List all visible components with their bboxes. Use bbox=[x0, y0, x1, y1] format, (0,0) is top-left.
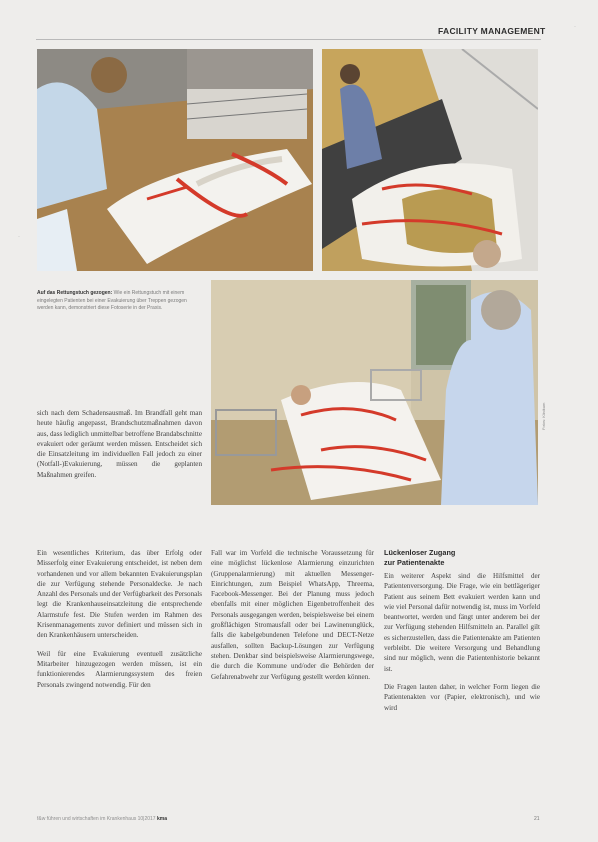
subheading-line-2: zur Patientenakte bbox=[384, 558, 445, 567]
column-1-upper bbox=[37, 408, 202, 488]
caption-lead: Auf das Rettungstuch gezogen: bbox=[37, 290, 113, 296]
column-3 bbox=[384, 548, 540, 721]
photo-patient-room bbox=[211, 280, 538, 505]
margin-mark: · bbox=[574, 24, 576, 30]
paragraph: Fall war im Vorfeld die technische Voraussetzung für eine möglichst lückenlose Alarmierung einzurichten (Gruppenalarmierung) mit aktuellen Messenger-Einrichtungen, zum Beispiel WhatsApp, Threema, Facebook-Messenger. Bei der Planung muss jedoch ebenfalls mit einer möglichen Eigenbetroffenheit des Personals ausgegangen werden, beispielsweise bei einem großflächigen Stromausfall oder bei Lawinenunglück, falls die kabelgebundenen Telefone und DECT-Netze ausfallen, sollten Backup-Lösungen zur Verfügung stehen. Denkbar sind beispielsweise Alarmierungswege, die durch die Kommune und/oder die Behörden der Gefahrenabwehr zur Verfügung gestellt werden können. bbox=[211, 549, 374, 681]
page-number: 21 bbox=[534, 816, 540, 822]
column-2 bbox=[211, 548, 374, 690]
caption-text: Wie ein Rettungstuch mit einem eingelegten Patienten bei einer Evakuierung über Treppen gezogen werden kann, demonstriert diese Fotoserie in der Praxis. bbox=[37, 290, 187, 312]
photo-credit: Fotos: Klinikum bbox=[541, 402, 546, 430]
footer-text: f&w führen und wirtschaften im Krankenhaus 10|2017 bbox=[37, 816, 156, 822]
photo-stairwell bbox=[322, 49, 538, 271]
photo-caption bbox=[37, 290, 202, 313]
paragraph: Ein wesentliches Kriterium, das über Erfolg oder Misserfolg einer Evakuierung entscheidet, ist neben dem vorhandenen und vor allem bekannten Evakuierungsplan die zur Verfügung stehende Personaldecke. Je nach Anzahl des Personals und der Verfügbarkeit des Personals legt die Krankenhauseinsatzleitung die entsprechende Alarmstufe fest. Die Stufen werden im Rahmen des Krisenmanagements zuvor definiert und müssen sich in den Krankenhäusern unterscheiden. bbox=[37, 549, 202, 640]
footer-brand: kma bbox=[156, 816, 167, 822]
paragraph: Die Fragen lauten daher, in welcher Form liegen die Patientenakten vor (Papier, elektronisch), und wie wird bbox=[384, 682, 540, 712]
header-rule bbox=[36, 39, 541, 40]
paragraph: Weil für eine Evakuierung eventuell zusätzliche Mitarbeiter hinzugezogen werden müssen, ist ein funktionierendes Alarmierungssystem des freien Personals zwingend notwendig. Für den bbox=[37, 649, 202, 689]
column-1-lower bbox=[37, 548, 202, 698]
footer-publication bbox=[37, 816, 167, 822]
paragraph: Ein weiterer Aspekt sind die Hilfsmittel der Patientenversorgung. Die Frage, wie ein bettlägeriger Patient aus seinem Bett evakuiert werden kann und wie viel Personal dafür notwendig ist, muss im Vorfeld beantwortet, werden und fängt unter anderem bei der zur Verfügung stehenden Hilfsmitteln an. Parallel gilt es sicherzustellen, dass die Patientenakte am Patienten verbleibt. Die weitere Versorgung und Behandlung sind nur möglich, wenn die Patientenhistorie bekannt ist. bbox=[384, 572, 540, 673]
paragraph: sich nach dem Schadensausmaß. Im Brandfall geht man heute häufig angepasst, Brandschutzmaßnahmen davon aus, dass lediglich unmittelbar betroffene Brandabschnitte evakuiert oder geräumt werden müssen. Entscheidet sich die Einsatzleitung im individuellen Fall jedoch zu einer (Notfall-)Evakuierung, müssen die geplanten Maßnahmen greifen. bbox=[37, 409, 202, 479]
photo-stairs-landing bbox=[37, 49, 313, 271]
subheading-line-1: Lückenloser Zugang bbox=[384, 548, 456, 557]
section-header: FACILITY MANAGEMENT bbox=[438, 26, 546, 36]
margin-mark: · bbox=[18, 234, 20, 240]
